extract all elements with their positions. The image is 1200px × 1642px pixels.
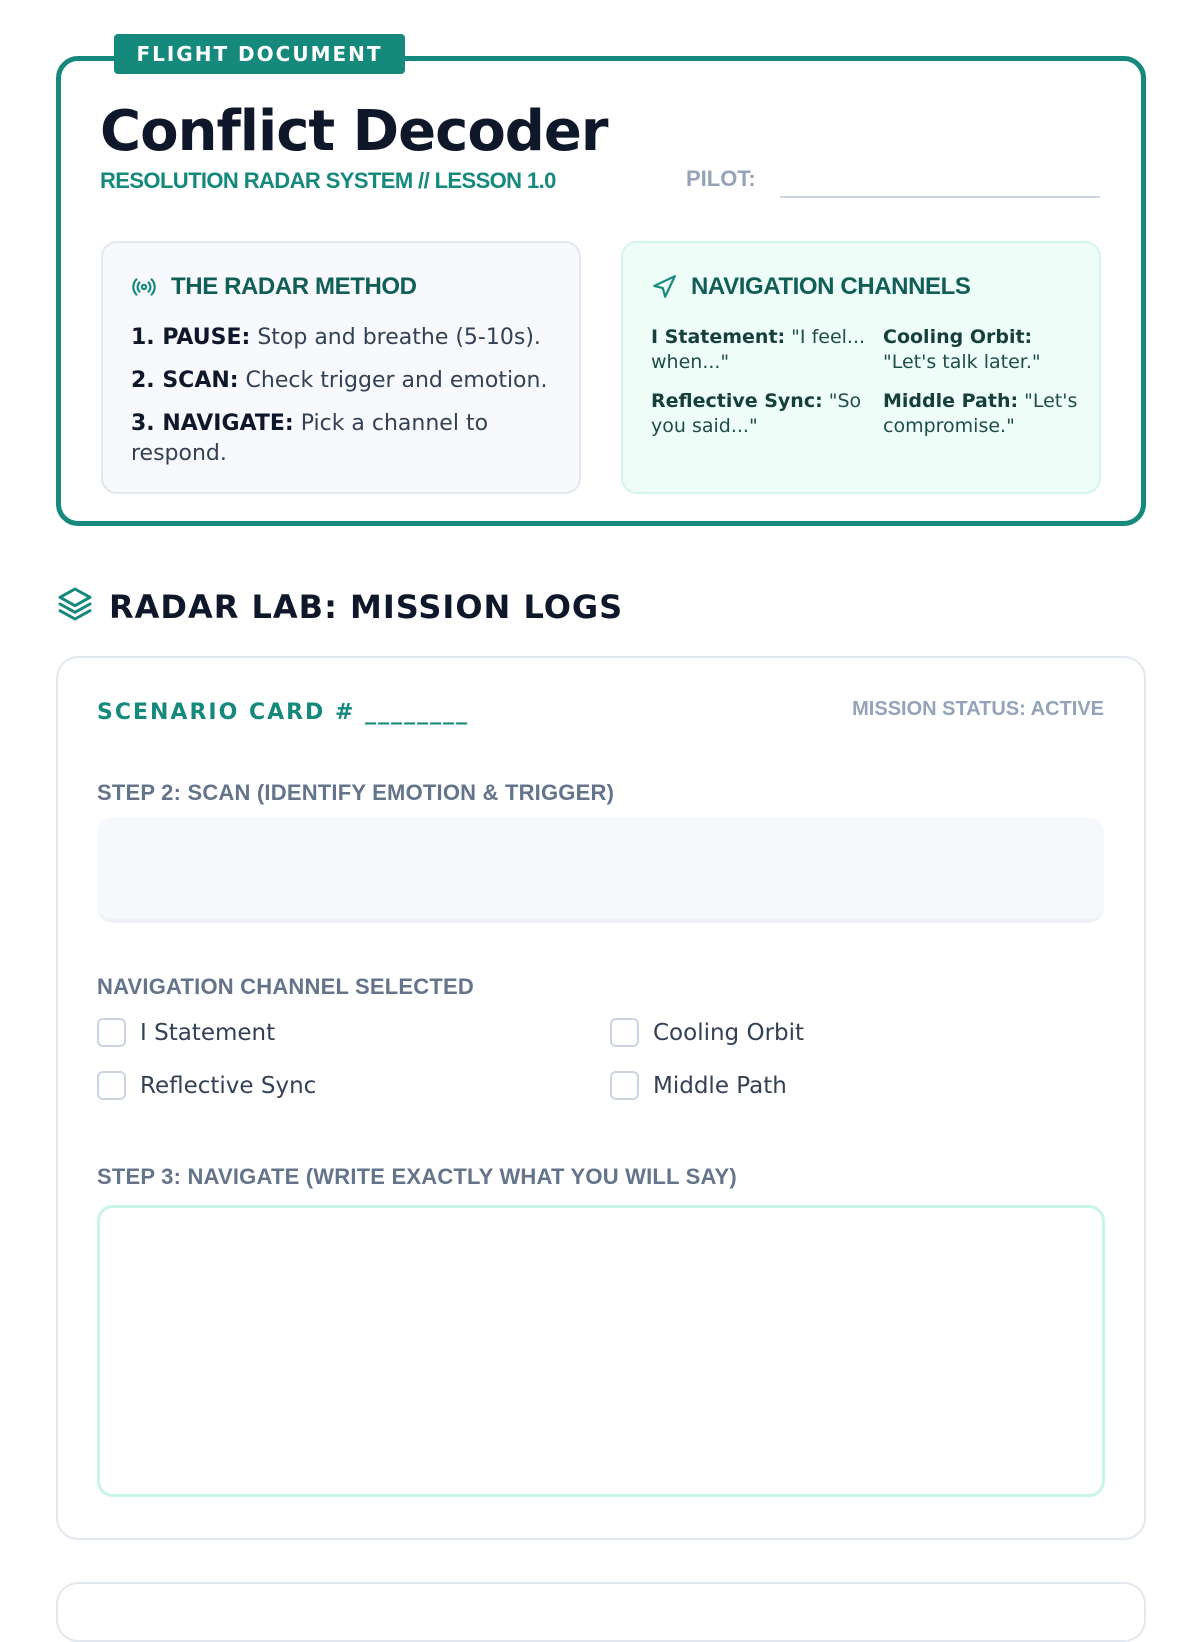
scan-step-label: STEP 2: SCAN (IDENTIFY EMOTION & TRIGGER) — [97, 780, 615, 805]
navigate-step-label: STEP 3: NAVIGATE (WRITE EXACTLY WHAT YOU WILL SAY) — [97, 1164, 737, 1189]
step-navigate: 3. NAVIGATE: Pick a channel to respond. — [131, 411, 489, 466]
step-pause: 1. PAUSE: Stop and breathe (5-10s). — [131, 325, 541, 350]
channel-checkbox-group — [97, 1016, 1107, 1102]
checkbox-label: Reflective Sync — [140, 1072, 317, 1099]
navigation-channels-heading — [651, 273, 971, 301]
page-title: Conflict Decoder — [100, 99, 608, 164]
flight-document-tab: FLIGHT DOCUMENT — [114, 34, 405, 74]
channel-i-statement: I Statement: "I feel... when..." — [651, 326, 866, 373]
broadcast-icon — [131, 274, 157, 300]
navigation-channels-box — [621, 241, 1101, 494]
scenario-card-number: SCENARIO CARD # ________ — [97, 700, 470, 725]
checkbox-box[interactable] — [97, 1071, 126, 1100]
page-subtitle: RESOLUTION RADAR SYSTEM // LESSON 1.0 — [100, 168, 556, 193]
layers-icon — [55, 584, 95, 629]
checkbox-middle-path[interactable] — [610, 1069, 1107, 1102]
mission-status-label: MISSION STATUS: ACTIVE — [852, 698, 1104, 720]
channel-selected-label: NAVIGATION CHANNEL SELECTED — [97, 974, 474, 999]
section-title: RADAR LAB: MISSION LOGS — [109, 587, 624, 626]
radar-method-box — [101, 241, 581, 494]
checkbox-label: Cooling Orbit — [653, 1019, 805, 1046]
checkbox-reflective-sync[interactable] — [97, 1069, 610, 1102]
channels-grid — [651, 325, 1081, 439]
checkbox-cooling-orbit[interactable] — [610, 1016, 1107, 1049]
checkbox-box[interactable] — [610, 1071, 639, 1100]
checkbox-box[interactable] — [610, 1018, 639, 1047]
navigation-arrow-icon — [651, 274, 677, 300]
checkbox-label: Middle Path — [653, 1072, 787, 1099]
next-scenario-card — [56, 1582, 1146, 1642]
radar-method-title: THE RADAR METHOD — [171, 273, 417, 300]
navigate-response-area[interactable] — [97, 1205, 1105, 1497]
pilot-label: PILOT: — [686, 166, 756, 191]
channel-middle-path: Middle Path: "Let's compromise." — [883, 390, 1078, 437]
pilot-name-field[interactable] — [780, 196, 1100, 198]
navigation-channels-title: NAVIGATION CHANNELS — [691, 273, 971, 300]
step-scan: 2. SCAN: Check trigger and emotion. — [131, 368, 548, 393]
checkbox-box[interactable] — [97, 1018, 126, 1047]
scan-input-area[interactable] — [97, 817, 1104, 923]
radar-method-heading — [131, 273, 417, 301]
radar-steps-list — [131, 323, 561, 482]
channel-cooling-orbit: Cooling Orbit: "Let's talk later." — [883, 326, 1041, 373]
channel-reflective-sync: Reflective Sync: "So you said..." — [651, 390, 862, 437]
mission-logs-heading — [55, 584, 623, 629]
checkbox-i-statement[interactable] — [97, 1016, 610, 1049]
checkbox-label: I Statement — [140, 1019, 276, 1046]
